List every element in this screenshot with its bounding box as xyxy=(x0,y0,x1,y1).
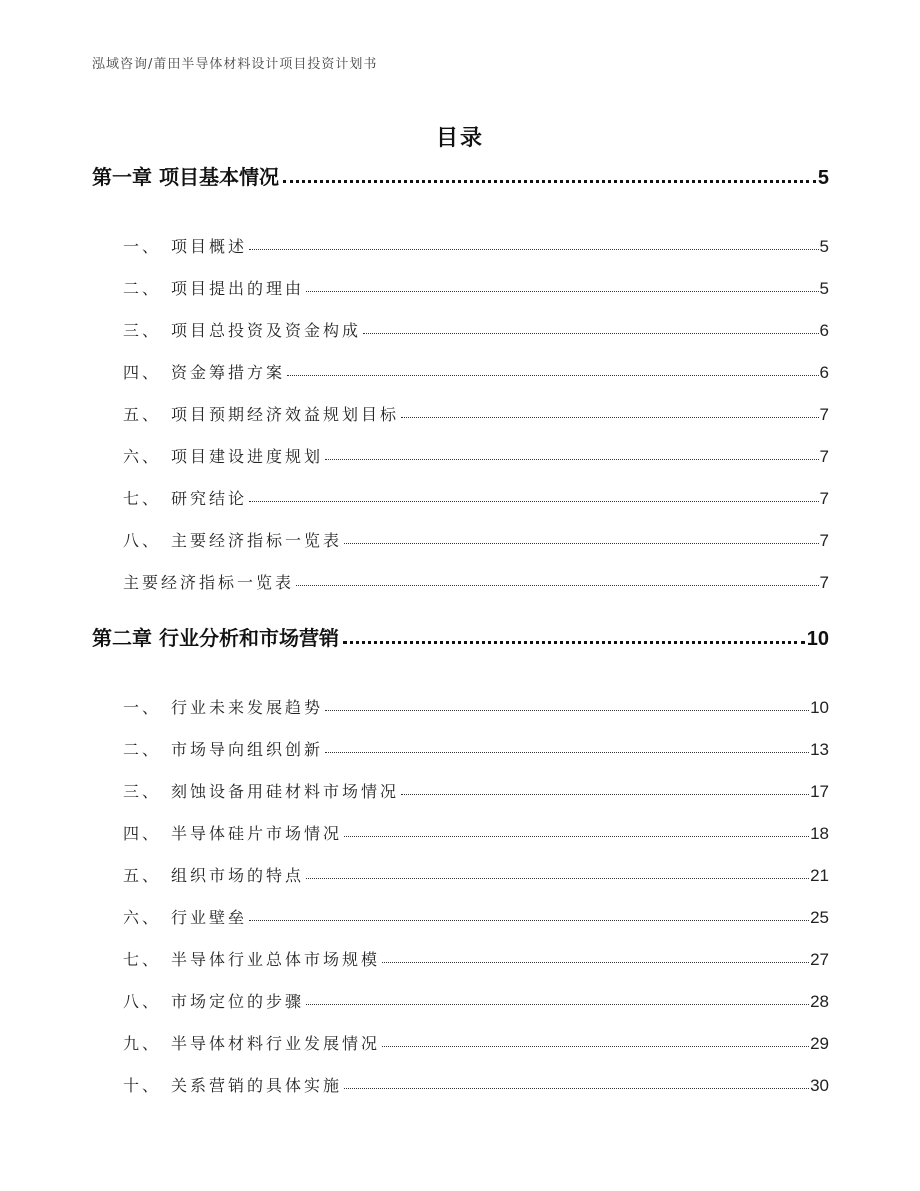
section-label: 刻蚀设备用硅材料市场情况 xyxy=(171,782,400,801)
dot-leader xyxy=(344,836,809,837)
toc-section-entry[interactable] xyxy=(92,1012,829,1054)
section-number: 七、 xyxy=(123,950,162,969)
dot-leader xyxy=(343,641,805,644)
section-number: 四、 xyxy=(123,824,162,843)
dot-leader xyxy=(249,501,819,502)
dot-leader xyxy=(325,752,809,753)
toc-section-entry[interactable] xyxy=(92,676,829,718)
section-label: 半导体行业总体市场规模 xyxy=(171,950,381,969)
section-number: 六、 xyxy=(123,908,162,927)
page-number: 7 xyxy=(819,489,829,508)
section-label: 项目建设进度规划 xyxy=(171,447,324,466)
section-number: 一、 xyxy=(123,237,162,256)
section-number: 五、 xyxy=(123,866,162,885)
dot-leader xyxy=(283,180,816,183)
section-number: 三、 xyxy=(123,321,162,340)
toc-section-entry[interactable] xyxy=(92,299,829,341)
page-number: 27 xyxy=(810,950,829,969)
section-label: 半导体硅片市场情况 xyxy=(171,824,343,843)
toc-section-entry[interactable] xyxy=(92,844,829,886)
page-number: 7 xyxy=(819,405,829,424)
toc-section-entry[interactable] xyxy=(92,551,829,593)
toc-title: 目录 xyxy=(435,126,484,151)
toc-section-entry[interactable] xyxy=(92,928,829,970)
page-number: 5 xyxy=(819,279,829,298)
chapter-label: 第一章 项目基本情况 xyxy=(92,165,279,189)
dot-leader xyxy=(325,710,809,711)
section-label: 关系营销的具体实施 xyxy=(171,1076,343,1095)
page-number: 5 xyxy=(819,237,829,256)
section-label: 研究结论 xyxy=(171,489,248,508)
toc-section-entry[interactable] xyxy=(92,760,829,802)
dot-leader xyxy=(249,920,809,921)
dot-leader xyxy=(325,459,819,460)
page-number: 25 xyxy=(810,908,829,927)
dot-leader xyxy=(401,794,809,795)
dot-leader xyxy=(382,962,809,963)
section-label: 项目提出的理由 xyxy=(171,279,305,298)
toc-section-entry[interactable] xyxy=(92,467,829,509)
dot-leader xyxy=(363,333,819,334)
section-label: 项目预期经济效益规划目标 xyxy=(171,405,400,424)
toc-section-entry[interactable] xyxy=(92,509,829,551)
toc-section-entry[interactable] xyxy=(92,718,829,760)
dot-leader xyxy=(306,1004,809,1005)
toc-section-entry[interactable] xyxy=(92,215,829,257)
section-number: 八、 xyxy=(123,992,162,1011)
section-number: 七、 xyxy=(123,489,162,508)
page-number: 13 xyxy=(810,740,829,759)
dot-leader xyxy=(382,1046,809,1047)
toc-section-entry[interactable] xyxy=(92,425,829,467)
page-number: 7 xyxy=(819,531,829,550)
page-number: 7 xyxy=(819,447,829,466)
section-number: 一、 xyxy=(123,698,162,717)
toc-section-entry[interactable] xyxy=(92,257,829,299)
dot-leader xyxy=(287,375,819,376)
table-of-contents xyxy=(92,156,829,1096)
page-number: 30 xyxy=(810,1076,829,1095)
page-header: 泓域咨询/莆田半导体材料设计项目投资计划书 xyxy=(92,57,378,72)
page-number: 18 xyxy=(810,824,829,843)
section-number: 二、 xyxy=(123,279,162,298)
dot-leader xyxy=(401,417,819,418)
section-label: 主要经济指标一览表 xyxy=(123,573,295,592)
section-number: 六、 xyxy=(123,447,162,466)
section-label: 半导体材料行业发展情况 xyxy=(171,1034,381,1053)
section-number: 四、 xyxy=(123,363,162,382)
section-label: 项目总投资及资金构成 xyxy=(171,321,362,340)
toc-section-entry[interactable] xyxy=(92,1054,829,1096)
section-label: 组织市场的特点 xyxy=(171,866,305,885)
section-label: 市场定位的步骤 xyxy=(171,992,305,1011)
dot-leader xyxy=(296,585,819,586)
page-number: 6 xyxy=(819,321,829,340)
dot-leader xyxy=(306,878,809,879)
toc-section-entry[interactable] xyxy=(92,886,829,928)
section-label: 行业未来发展趋势 xyxy=(171,698,324,717)
toc-chapter-entry[interactable] xyxy=(92,617,829,651)
page-number: 10 xyxy=(810,698,829,717)
dot-leader xyxy=(306,291,819,292)
page-number: 10 xyxy=(806,628,829,650)
section-number: 十、 xyxy=(123,1076,162,1095)
section-number: 三、 xyxy=(123,782,162,801)
section-label: 项目概述 xyxy=(171,237,248,256)
page-number: 28 xyxy=(810,992,829,1011)
page-number: 29 xyxy=(810,1034,829,1053)
toc-section-entry[interactable] xyxy=(92,341,829,383)
toc-section-entry[interactable] xyxy=(92,802,829,844)
section-label: 市场导向组织创新 xyxy=(171,740,324,759)
section-label: 行业壁垒 xyxy=(171,908,248,927)
section-number: 五、 xyxy=(123,405,162,424)
dot-leader xyxy=(344,543,819,544)
dot-leader xyxy=(249,249,819,250)
section-number: 九、 xyxy=(123,1034,162,1053)
chapter-label: 第二章 行业分析和市场营销 xyxy=(92,626,339,650)
section-label: 资金筹措方案 xyxy=(171,363,286,382)
page-number: 5 xyxy=(817,167,829,189)
dot-leader xyxy=(344,1088,809,1089)
section-number: 八、 xyxy=(123,531,162,550)
section-label: 主要经济指标一览表 xyxy=(171,531,343,550)
page-number: 7 xyxy=(819,573,829,592)
section-number: 二、 xyxy=(123,740,162,759)
toc-section-entry[interactable] xyxy=(92,383,829,425)
page-number: 17 xyxy=(810,782,829,801)
page-number: 6 xyxy=(819,363,829,382)
toc-chapter-entry[interactable] xyxy=(92,156,829,190)
page-number: 21 xyxy=(810,866,829,885)
toc-section-entry[interactable] xyxy=(92,970,829,1012)
